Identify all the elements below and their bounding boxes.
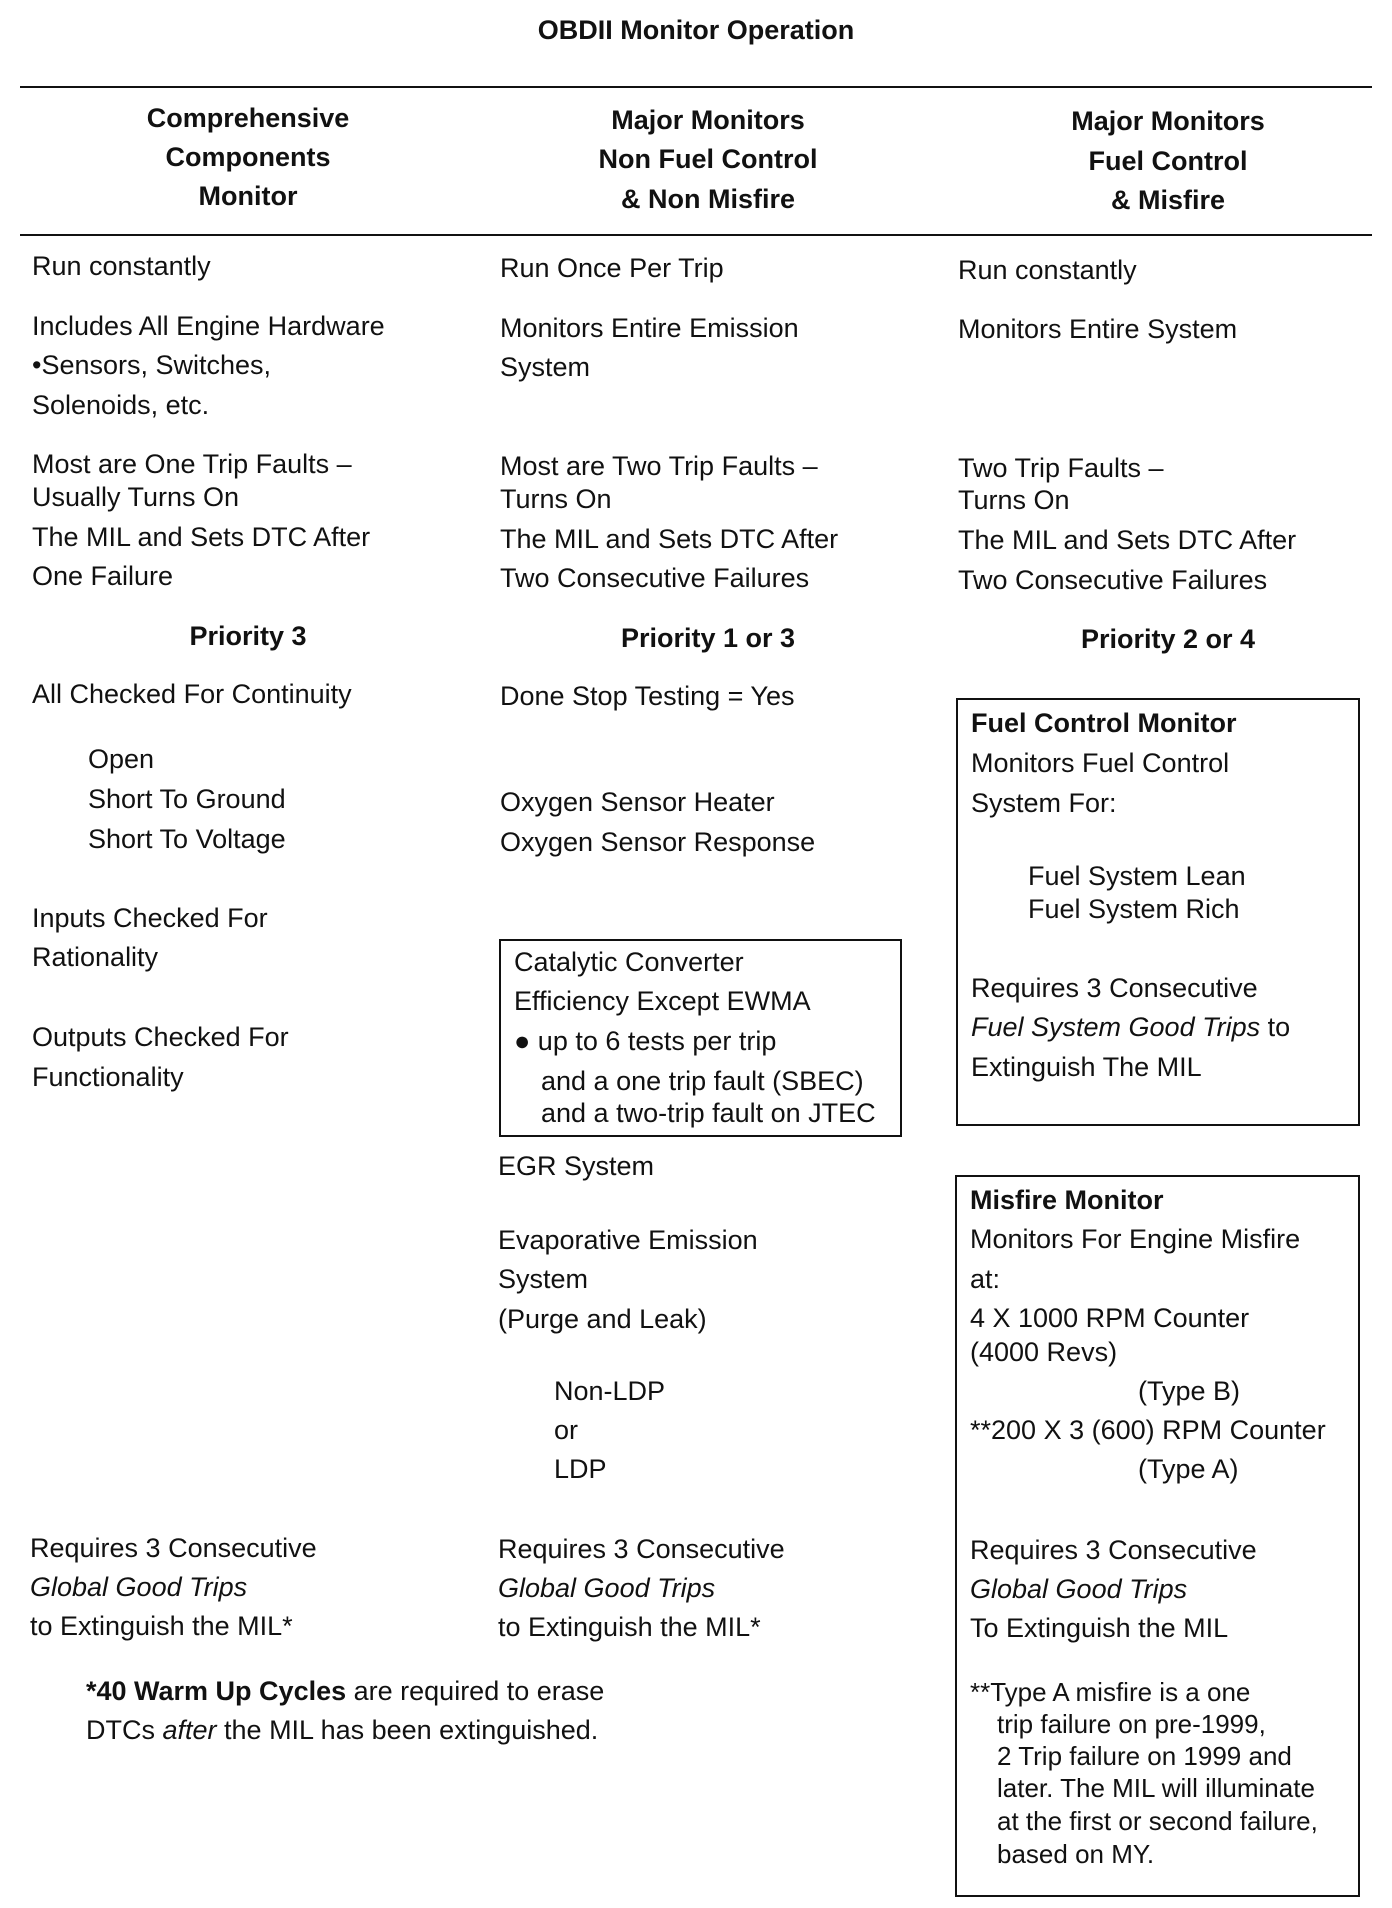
col1-requires-line: to Extinguish the MIL* bbox=[30, 1611, 293, 1641]
misfire-requires-line: To Extinguish the MIL bbox=[970, 1613, 1229, 1643]
misfire-requires-line: Requires 3 Consecutive bbox=[970, 1535, 1257, 1565]
col1-run: Run constantly bbox=[32, 251, 211, 281]
col2-evap-line: System bbox=[498, 1264, 589, 1294]
col1-continuity-item: Open bbox=[88, 744, 155, 774]
misfire-line: (4000 Revs) bbox=[970, 1337, 1118, 1367]
fuel-control-requires: Extinguish The MIL bbox=[971, 1052, 1202, 1082]
col1-continuity-item: Short To Voltage bbox=[88, 824, 286, 854]
col1-continuity-item: Short To Ground bbox=[88, 784, 286, 814]
catalytic-line: and a one trip fault (SBEC) bbox=[541, 1066, 864, 1096]
col2-run: Run Once Per Trip bbox=[500, 253, 724, 283]
col2-oxygen-line: Oxygen Sensor Response bbox=[500, 827, 816, 857]
footnote-italic: after bbox=[162, 1715, 217, 1745]
catalytic-line: Efficiency Except EWMA bbox=[514, 986, 811, 1016]
col1-requires-line: Global Good Trips bbox=[30, 1572, 248, 1602]
col2-requires-line: Global Good Trips bbox=[498, 1573, 716, 1603]
header-bottom-rule bbox=[20, 234, 1372, 236]
fuel-control-requires: Requires 3 Consecutive bbox=[971, 973, 1258, 1003]
col2-egr: EGR System bbox=[498, 1151, 655, 1181]
col1-outputs-line: Functionality bbox=[32, 1062, 184, 1092]
fuel-control-item: Fuel System Rich bbox=[1028, 894, 1240, 924]
fuel-good-trips-text: Fuel System Good Trips bbox=[971, 1012, 1261, 1042]
misfire-line: (Type A) bbox=[1138, 1454, 1239, 1484]
col1-faults-line: Most are One Trip Faults – bbox=[32, 449, 352, 479]
misfire-note-line: trip failure on pre-1999, bbox=[997, 1709, 1266, 1739]
misfire-requires-line: Global Good Trips bbox=[970, 1574, 1188, 1604]
misfire-note-line: 2 Trip failure on 1999 and bbox=[997, 1741, 1292, 1771]
col2-ldp-line: LDP bbox=[554, 1454, 607, 1484]
footnote-text: are required to erase bbox=[346, 1676, 605, 1706]
col3-header-line: Fuel Control bbox=[1088, 146, 1248, 176]
col2-requires-line: Requires 3 Consecutive bbox=[498, 1534, 785, 1564]
misfire-note-line: at the first or second failure, bbox=[997, 1806, 1318, 1836]
col1-outputs-line: Outputs Checked For bbox=[32, 1022, 289, 1052]
col2-header-line: Major Monitors bbox=[611, 105, 805, 135]
col3-faults-line: Turns On bbox=[958, 485, 1070, 515]
col1-requires-line: Requires 3 Consecutive bbox=[30, 1533, 317, 1563]
col3-monitors: Monitors Entire System bbox=[958, 314, 1238, 344]
col2-header-line: Non Fuel Control bbox=[598, 144, 818, 174]
col2-done-stop: Done Stop Testing = Yes bbox=[500, 681, 795, 711]
col3-priority: Priority 2 or 4 bbox=[1080, 624, 1256, 654]
col3-faults-line: Two Consecutive Failures bbox=[958, 565, 1268, 595]
col1-header-line: Monitor bbox=[198, 181, 298, 211]
col2-faults-line: The MIL and Sets DTC After bbox=[500, 524, 839, 554]
col3-faults-line: Two Trip Faults – bbox=[958, 453, 1164, 483]
page-title: OBDII Monitor Operation bbox=[537, 15, 855, 45]
fuel-control-requires bbox=[971, 1011, 1290, 1043]
fuel-requires-tail: to bbox=[1260, 1012, 1291, 1042]
misfire-note-line: based on MY. bbox=[997, 1839, 1155, 1869]
col3-faults-line: The MIL and Sets DTC After bbox=[958, 525, 1297, 555]
col2-priority: Priority 1 or 3 bbox=[620, 623, 796, 653]
col2-evap-line: (Purge and Leak) bbox=[498, 1304, 707, 1334]
col1-inputs-line: Inputs Checked For bbox=[32, 903, 268, 933]
col3-header-line: & Misfire bbox=[1110, 185, 1226, 215]
misfire-note-line: **Type A misfire is a one bbox=[970, 1677, 1251, 1707]
col1-continuity: All Checked For Continuity bbox=[32, 679, 352, 709]
col2-ldp-line: or bbox=[554, 1415, 579, 1445]
col1-header-line: Components bbox=[165, 142, 331, 172]
col2-faults-line: Two Consecutive Failures bbox=[500, 563, 810, 593]
col2-faults-line: Turns On bbox=[500, 484, 612, 514]
misfire-note-line: later. The MIL will illuminate bbox=[997, 1773, 1315, 1803]
col2-monitors-line: System bbox=[500, 352, 591, 382]
misfire-line: 4 X 1000 RPM Counter bbox=[970, 1303, 1250, 1333]
col1-includes-line: •Sensors, Switches, bbox=[32, 350, 272, 380]
col1-faults-line: One Failure bbox=[32, 561, 174, 591]
col2-evap-line: Evaporative Emission bbox=[498, 1225, 758, 1255]
col2-requires-line: to Extinguish the MIL* bbox=[498, 1612, 761, 1642]
col1-faults-line: The MIL and Sets DTC After bbox=[32, 522, 371, 552]
catalytic-line: Catalytic Converter bbox=[514, 947, 744, 977]
col2-header-line: & Non Misfire bbox=[620, 184, 795, 214]
catalytic-line: ● up to 6 tests per trip bbox=[514, 1026, 777, 1056]
header-top-rule bbox=[20, 86, 1372, 88]
misfire-line: Monitors For Engine Misfire bbox=[970, 1224, 1301, 1254]
col1-includes-line: Solenoids, etc. bbox=[32, 390, 210, 420]
col2-faults-line: Most are Two Trip Faults – bbox=[500, 451, 818, 481]
misfire-line: at: bbox=[970, 1264, 1001, 1294]
col1-inputs-line: Rationality bbox=[32, 942, 159, 972]
col2-oxygen-line: Oxygen Sensor Heater bbox=[500, 787, 775, 817]
catalytic-line: and a two-trip fault on JTEC bbox=[541, 1098, 876, 1128]
col1-header-line: Comprehensive bbox=[146, 103, 350, 133]
footnote-text: the MIL has been extinguished. bbox=[216, 1715, 599, 1745]
col2-ldp-line: Non-LDP bbox=[554, 1376, 666, 1406]
fuel-control-title: Fuel Control Monitor bbox=[971, 708, 1237, 738]
fuel-control-line: Monitors Fuel Control bbox=[971, 748, 1230, 778]
footnote-bold: *40 Warm Up Cycles bbox=[86, 1676, 347, 1706]
footnote-line-2 bbox=[86, 1714, 598, 1746]
col1-priority: Priority 3 bbox=[189, 621, 307, 651]
col3-header-line: Major Monitors bbox=[1071, 106, 1265, 136]
fuel-control-line: System For: bbox=[971, 788, 1117, 818]
misfire-line: (Type B) bbox=[1138, 1376, 1241, 1406]
misfire-title: Misfire Monitor bbox=[970, 1185, 1164, 1215]
fuel-control-item: Fuel System Lean bbox=[1028, 861, 1246, 891]
footnote-text: DTCs bbox=[86, 1715, 163, 1745]
footnote-line-1 bbox=[86, 1675, 604, 1707]
col2-monitors-line: Monitors Entire Emission bbox=[500, 313, 799, 343]
col3-run: Run constantly bbox=[958, 255, 1137, 285]
col1-includes-line: Includes All Engine Hardware bbox=[32, 311, 385, 341]
misfire-line: **200 X 3 (600) RPM Counter bbox=[970, 1415, 1326, 1445]
col1-faults-line: Usually Turns On bbox=[32, 482, 240, 512]
